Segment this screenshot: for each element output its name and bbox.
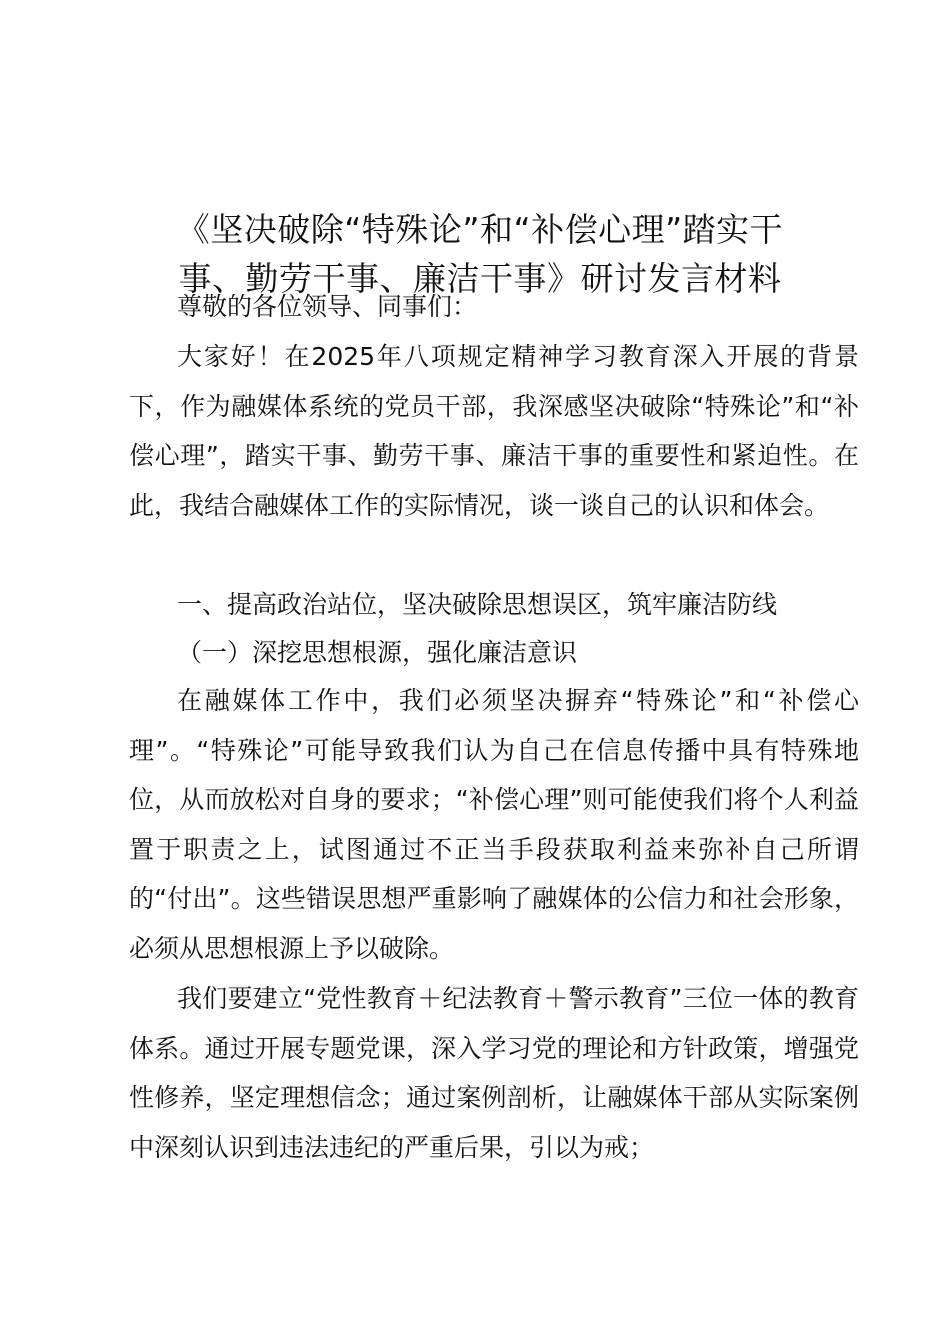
paragraph-body-2: 我们要建立“党性教育＋纪法教育＋警示教育”三位一体的教育体系。通过开展专题党课，深入学习党的理论和方针政策，增强党性修养，坚定理想信念；通过案例剖析，让融媒体干部从实际案例中深刻认识到违法违纪的严重后果，引以为戒； [129, 984, 859, 1162]
salutation: 尊敬的各位领导、同事们： [177, 292, 478, 321]
paragraph-opening: 大家好！在2025年八项规定精神学习教育深入开展的背景下，作为融媒体系统的党员干部，我深感坚决破除“特殊论”和“补偿心理”，踏实干事、勤劳干事、廉洁干事的重要性和紧迫性。在此，我结合融媒体工作的实际情况，谈一谈自己的认识和体会。 [129, 342, 859, 520]
title-line-1: 《坚决破除“特殊论”和“补偿心理”踏实干 [176, 210, 784, 250]
paragraph-body-1: 在融媒体工作中，我们必须坚决摒弃“特殊论”和“补偿心理”。“特殊论”可能导致我们认为自己在信息传播中具有特殊地位，从而放松对自身的要求；“补偿心理”则可能使我们将个人利益置于职责之上，试图通过不正当手段获取利益来弥补自己所谓的“付出”。这些错误思想严重影响了融媒体的公信力和社会形象，必须从思想根源上予以破除。 [129, 686, 859, 963]
title-line-2: 事、勤劳干事、廉洁干事》研讨发言材料 [178, 259, 782, 299]
section-heading-1: 一、提高政治站位，坚决破除思想误区，筑牢廉洁防线 [177, 590, 778, 619]
subsection-heading-1: （一）深挖思想根源，强化廉洁意识 [177, 638, 578, 667]
